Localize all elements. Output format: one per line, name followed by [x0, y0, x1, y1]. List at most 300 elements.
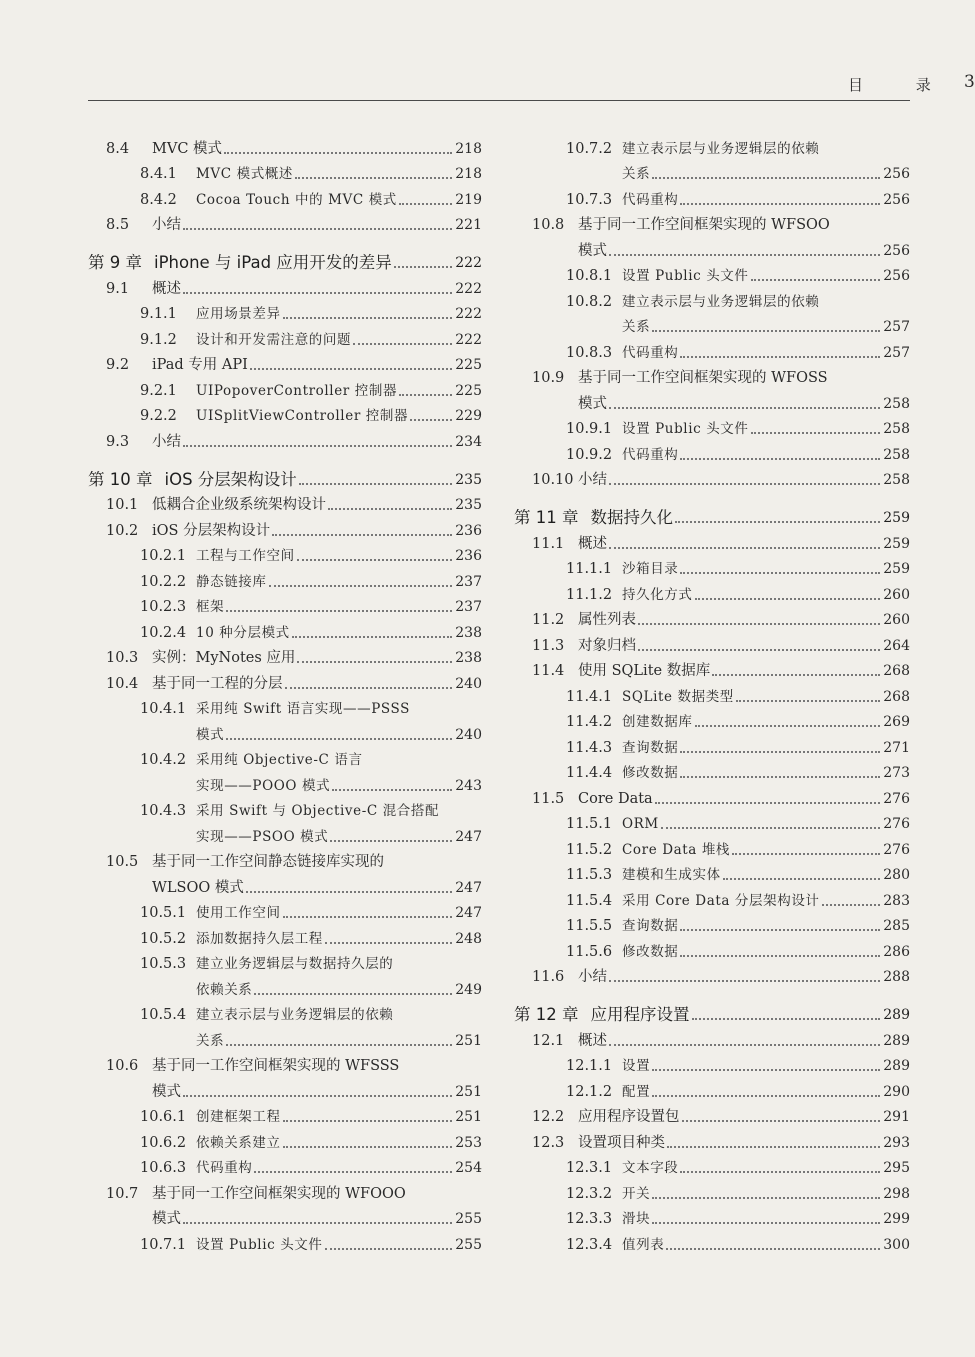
- toc-entry-title: 建立表示层与业务逻辑层的依赖: [622, 293, 820, 310]
- toc-entry-title: UISplitViewController 控制器: [196, 408, 409, 424]
- toc-entry-page: 258: [883, 421, 910, 437]
- dot-leader: [353, 343, 452, 345]
- toc-entry-title: 建立表示层与业务逻辑层的依赖: [622, 140, 820, 157]
- toc-entry-number: 9.2: [106, 357, 130, 373]
- header-title: 目 录: [848, 76, 955, 94]
- toc-entry-number: 10.7.3: [566, 191, 613, 208]
- toc-entry: [88, 1075, 482, 1101]
- toc-entry: [88, 795, 482, 821]
- toc-entry: [514, 234, 910, 260]
- toc-entry-title: 基于同一工程的分层: [152, 675, 283, 692]
- toc-entry-page: 221: [455, 217, 482, 233]
- toc-entry-number: 10.6.2: [140, 1134, 187, 1151]
- toc-entry-number: 11.5: [532, 790, 565, 807]
- toc-entry-title: 建模和生成实体: [622, 867, 721, 883]
- toc-entry-title: 应用场景差异: [196, 306, 281, 322]
- toc-entry-number: 9.2.2: [140, 408, 177, 424]
- toc-entry-page: 240: [455, 675, 482, 692]
- toc-entry: [88, 374, 482, 400]
- dot-leader: [283, 1146, 452, 1148]
- toc-column-left: [88, 132, 482, 1254]
- toc-entry: [514, 1203, 910, 1229]
- toc-entry-number: 10.4.3: [140, 803, 187, 819]
- toc-entry-number: 11.4.3: [566, 739, 613, 756]
- toc-entry-title: MVC 模式概述: [196, 166, 293, 182]
- toc-entry-title: 模式: [578, 395, 607, 412]
- toc-entry-page: 218: [455, 166, 482, 182]
- toc-entry: [514, 731, 910, 757]
- toc-entry: [88, 183, 482, 209]
- toc-entry-title: 创建数据库: [622, 714, 693, 730]
- toc-entry: [514, 1126, 910, 1152]
- toc-entry-number: 8.4.1: [140, 166, 177, 182]
- toc-entry-title: SQLite 数据类型: [622, 688, 734, 705]
- toc-entry-title: 小结: [152, 433, 181, 450]
- toc-entry-title: MVC 模式: [152, 140, 223, 157]
- toc-entry: [88, 667, 482, 693]
- toc-entry-page: 236: [455, 522, 482, 539]
- toc-entry-title: 创建框架工程: [196, 1109, 281, 1125]
- toc-entry: [514, 336, 910, 362]
- dot-leader: [283, 916, 452, 918]
- toc-entry-title: 开关: [622, 1185, 651, 1202]
- dot-leader: [638, 649, 880, 651]
- toc-entry-page: 299: [883, 1211, 910, 1227]
- toc-entry-number: 10.4.1: [140, 701, 187, 717]
- toc-entry: [514, 808, 910, 834]
- toc-entry-title: 10 种分层模式: [196, 624, 290, 641]
- toc-entry-page: 276: [883, 790, 910, 807]
- toc-entry-title: 静态链接库: [196, 573, 267, 590]
- toc-entry-page: 298: [883, 1185, 910, 1202]
- toc-chapter-entry: [88, 240, 482, 272]
- toc-entry: [88, 540, 482, 566]
- toc-entry-title: 概述: [578, 535, 607, 552]
- toc-entry-page: 276: [883, 816, 910, 832]
- toc-entry-number: 12.3.1: [566, 1160, 613, 1176]
- toc-entry: [88, 846, 482, 872]
- toc-entry-page: 237: [455, 573, 482, 590]
- toc-entry: [88, 1126, 482, 1152]
- dot-leader: [272, 534, 452, 536]
- dot-leader: [652, 1095, 880, 1097]
- toc-entry-title: 设计和开发需注意的问题: [196, 331, 352, 348]
- toc-entry-title: 基于同一工作空间框架实现的 WFOOO: [152, 1185, 406, 1202]
- dot-leader: [295, 177, 452, 179]
- toc-entry-number: 8.4.2: [140, 191, 177, 208]
- toc-entry-number: 11.5.6: [566, 943, 613, 960]
- dot-leader: [680, 356, 880, 358]
- toc-entry: [88, 871, 482, 897]
- toc-entry: [514, 935, 910, 961]
- dot-leader: [736, 700, 880, 702]
- toc-entry-page: 268: [883, 688, 910, 705]
- toc-entry-page: 248: [455, 930, 482, 947]
- dot-leader: [183, 445, 452, 447]
- toc-entry-page: 238: [455, 650, 482, 666]
- dot-leader: [399, 203, 452, 205]
- toc-entry-page: 255: [455, 1236, 482, 1253]
- toc-entry-number: 12.3.4: [566, 1236, 613, 1253]
- dot-leader: [667, 1146, 880, 1148]
- dot-leader: [332, 789, 452, 791]
- toc-entry-title: 概述: [152, 280, 181, 297]
- toc-entry-page: 286: [883, 943, 910, 960]
- toc-entry-page: 268: [883, 663, 910, 679]
- toc-entry-number: 11.1.1: [566, 561, 613, 577]
- toc-entry-page: 283: [883, 892, 910, 909]
- dot-leader: [410, 419, 452, 421]
- header-page-number: 3: [964, 72, 975, 92]
- toc-entry-number: 10.7.1: [140, 1236, 187, 1253]
- toc-entry: [514, 132, 910, 158]
- dot-leader: [680, 751, 880, 753]
- dot-leader: [695, 725, 881, 727]
- toc-entry-title: 模式: [578, 242, 607, 259]
- toc-entry: [514, 782, 910, 808]
- toc-chapter-entry: [514, 992, 910, 1024]
- toc-entry-title: 模式: [196, 726, 225, 743]
- toc-entry-number: 11.5.2: [566, 841, 613, 858]
- toc-chapter-entry: [88, 457, 482, 489]
- dot-leader: [675, 521, 880, 523]
- dot-leader: [680, 776, 880, 778]
- toc-entry-page: 219: [455, 191, 482, 208]
- dot-leader: [638, 623, 880, 625]
- toc-entry: [514, 387, 910, 413]
- toc-entry: [514, 706, 910, 732]
- toc-entry: [88, 642, 482, 668]
- toc-entry: [514, 655, 910, 681]
- running-header: [88, 66, 975, 101]
- toc-entry: [514, 578, 910, 604]
- dot-leader: [680, 458, 880, 460]
- toc-entry-number: 11.3: [532, 637, 565, 654]
- toc-entry: [514, 1024, 910, 1050]
- toc-entry: [88, 693, 482, 719]
- toc-entry-number: 11.5.4: [566, 892, 613, 909]
- toc-entry: [88, 425, 482, 451]
- dot-leader: [680, 929, 880, 931]
- dot-leader: [609, 980, 880, 982]
- toc-entry-title: 采用 Swift 与 Objective-C 混合搭配: [196, 803, 440, 819]
- toc-entry-title: 代码重构: [622, 191, 679, 208]
- toc-entry-title: 使用工作空间: [196, 905, 281, 921]
- dot-leader: [183, 228, 452, 230]
- toc-entry-title: 沙箱目录: [622, 561, 679, 577]
- dot-leader: [666, 1248, 880, 1250]
- toc-entry-number: 10.2.4: [140, 624, 187, 641]
- toc-entry-page: 235: [455, 497, 482, 513]
- toc-entry: [88, 973, 482, 999]
- toc-entry-page: 291: [883, 1109, 910, 1125]
- toc-entry: [514, 910, 910, 936]
- toc-entry: [88, 132, 482, 158]
- toc-entry-number: 10.5: [106, 854, 139, 870]
- dot-leader: [652, 1222, 880, 1224]
- toc-entry-number: 11.5.1: [566, 816, 613, 832]
- toc-entry-title: iPad 专用 API: [152, 357, 248, 373]
- toc-entry-title: Core Data 堆栈: [622, 841, 731, 858]
- toc-entry: [88, 565, 482, 591]
- toc-entry-number: 11.4.1: [566, 688, 613, 705]
- toc-entry-number: 11.4: [532, 663, 565, 679]
- toc-entry-page: 240: [455, 726, 482, 743]
- toc-entry-title: 修改数据: [622, 765, 679, 781]
- toc-entry: [514, 553, 910, 579]
- dot-leader: [224, 152, 452, 154]
- toc-entry-title: 对象归档: [578, 637, 636, 654]
- toc-entry-title: 概述: [578, 1032, 607, 1049]
- toc-entry: [514, 680, 910, 706]
- dot-leader: [325, 1248, 453, 1250]
- toc-entry-number: 10.8.2: [566, 293, 613, 310]
- toc-entry-page: 247: [455, 828, 482, 845]
- toc-entry-title: iPhone 与 iPad 应用开发的差异: [154, 253, 392, 272]
- toc-entry: [88, 1203, 482, 1229]
- toc-entry: [514, 158, 910, 184]
- toc-entry: [88, 298, 482, 324]
- toc-entry: [514, 260, 910, 286]
- toc-entry-page: 229: [455, 408, 482, 424]
- toc-entry-page: 243: [455, 777, 482, 794]
- dot-leader: [226, 1044, 452, 1046]
- toc-entry: [514, 464, 910, 490]
- toc-entry: [514, 859, 910, 885]
- dot-leader: [652, 330, 880, 332]
- toc-entry-title: 模式: [152, 1083, 181, 1100]
- toc-entry-number: 9.1: [106, 280, 130, 297]
- toc-entry-title: 添加数据持久层工程: [196, 930, 323, 947]
- dot-leader: [246, 891, 452, 893]
- toc-entry: [88, 1228, 482, 1254]
- toc-entry: [514, 183, 910, 209]
- toc-entry: [88, 718, 482, 744]
- toc-entry-title: 配置: [622, 1083, 651, 1100]
- toc-entry-title: 基于同一工作空间框架实现的 WFSSS: [152, 1058, 400, 1074]
- toc-entry-number: 10.9.1: [566, 421, 613, 437]
- toc-entry-page: 251: [455, 1032, 482, 1049]
- toc-entry-title: 属性列表: [578, 612, 636, 628]
- toc-entry-number: 9.1.2: [140, 331, 177, 348]
- dot-leader: [680, 572, 880, 574]
- toc-entry-page: 222: [455, 255, 482, 271]
- dot-leader: [609, 407, 880, 409]
- toc-entry-page: 264: [883, 637, 910, 654]
- toc-entry-number: 10.8.1: [566, 268, 613, 284]
- toc-entry-number: 11.1.2: [566, 586, 613, 603]
- toc-entry-title: 设置 Public 头文件: [622, 268, 749, 284]
- toc-entry-number: 10.6.1: [140, 1109, 187, 1125]
- toc-entry-page: 222: [455, 306, 482, 322]
- toc-entry: [88, 769, 482, 795]
- dot-leader: [183, 1095, 452, 1097]
- toc-entry: [88, 897, 482, 923]
- toc-entry: [88, 591, 482, 617]
- toc-entry: [514, 413, 910, 439]
- toc-entry-number: 10.4.2: [140, 752, 187, 768]
- toc-entry-page: 256: [883, 268, 910, 284]
- toc-entry-title: 文本字段: [622, 1160, 679, 1176]
- toc-entry-title: 应用程序设置: [590, 1005, 690, 1024]
- toc-entry-page: 256: [883, 166, 910, 182]
- toc-entry-page: 257: [883, 319, 910, 335]
- toc-entry-page: 285: [883, 918, 910, 934]
- toc-entry-title: 采用 Core Data 分层架构设计: [622, 892, 820, 909]
- toc-entry-page: 276: [883, 841, 910, 858]
- dot-leader: [609, 547, 880, 549]
- dot-leader: [297, 661, 452, 663]
- toc-entry-page: 251: [455, 1109, 482, 1125]
- toc-entry-title: 基于同一工作空间框架实现的 WFOSS: [578, 370, 828, 386]
- toc-entry-page: 295: [883, 1160, 910, 1176]
- toc-entry-page: 222: [455, 331, 482, 348]
- toc-entry-number: 10.3: [106, 650, 139, 666]
- toc-entry-number: 8.5: [106, 217, 130, 233]
- toc-entry-title: 值列表: [622, 1236, 665, 1253]
- toc-entry-page: 289: [883, 1058, 910, 1074]
- toc-entry-number: 11.5.3: [566, 867, 613, 883]
- dot-leader: [682, 1120, 881, 1122]
- dot-leader: [655, 802, 880, 804]
- toc-entry-number: 11.1: [532, 535, 565, 552]
- toc-entry-title: Cocoa Touch 中的 MVC 模式: [196, 191, 397, 208]
- toc-entry-title: 滑块: [622, 1211, 651, 1227]
- toc-entry-title: 小结: [578, 472, 607, 488]
- toc-entry-number: 11.5.5: [566, 918, 613, 934]
- toc-entry-page: 259: [883, 535, 910, 552]
- toc-entry-title: 关系: [622, 319, 651, 335]
- toc-entry-page: 222: [455, 280, 482, 297]
- toc-entry-title: 模式: [152, 1211, 181, 1227]
- dot-leader: [652, 1069, 880, 1071]
- dot-leader: [269, 585, 453, 587]
- toc-entry-page: 260: [883, 586, 910, 603]
- dot-leader: [183, 1222, 452, 1224]
- toc-entry: [88, 922, 482, 948]
- toc-entry-number: 10.2.1: [140, 548, 187, 564]
- toc-entry-page: 236: [455, 548, 482, 564]
- toc-entry: [88, 349, 482, 375]
- toc-entry-number: 12.3: [532, 1134, 565, 1151]
- dot-leader: [297, 559, 452, 561]
- toc-entry-number: 10.8.3: [566, 344, 613, 361]
- toc-entry: [88, 999, 482, 1025]
- dot-leader: [226, 738, 452, 740]
- toc-entry-page: 258: [883, 472, 910, 488]
- dot-leader: [285, 687, 453, 689]
- toc-entry-title: UIPopoverController 控制器: [196, 382, 398, 399]
- dot-leader: [695, 598, 881, 600]
- toc-entry-page: 235: [455, 471, 482, 488]
- toc-entry-title: 依赖关系建立: [196, 1134, 281, 1151]
- dot-leader: [254, 1171, 452, 1173]
- dot-leader: [250, 368, 452, 370]
- dot-leader: [723, 878, 880, 880]
- toc-entry: [514, 527, 910, 553]
- dot-leader: [652, 177, 880, 179]
- toc-entry-number: 10.7: [106, 1185, 139, 1202]
- toc-entry: [88, 514, 482, 540]
- toc-entry-title: 基于同一工作空间静态链接库实现的: [152, 854, 384, 870]
- toc-entry-title: 查询数据: [622, 739, 679, 756]
- toc-entry-number: 10.7.2: [566, 140, 613, 157]
- toc-entry: [88, 1101, 482, 1127]
- dot-leader: [609, 483, 880, 485]
- toc-entry-number: 9.2.1: [140, 382, 177, 399]
- toc-entry-title: 低耦合企业级系统架构设计: [152, 497, 326, 513]
- toc-entry-number: 10.9.2: [566, 446, 613, 463]
- toc-entry-page: 256: [883, 242, 910, 259]
- toc-entry-number: 11.2: [532, 612, 565, 628]
- toc-entry-title: 实现——POOO 模式: [196, 777, 331, 794]
- toc-entry-number: 8.4: [106, 140, 130, 157]
- dot-leader: [328, 508, 452, 510]
- toc-entry: [88, 744, 482, 770]
- toc-entry: [514, 285, 910, 311]
- toc-entry: [514, 209, 910, 235]
- toc-entry: [88, 616, 482, 642]
- toc-entry-page: 255: [455, 1211, 482, 1227]
- dot-leader: [183, 292, 452, 294]
- toc-entry-number: 第 11 章: [514, 508, 579, 527]
- toc-entry-number: 12.1.2: [566, 1083, 613, 1100]
- toc-entry-number: 10.6: [106, 1058, 139, 1074]
- toc-entry: [514, 757, 910, 783]
- toc-entry-page: 258: [883, 446, 910, 463]
- toc-entry-title: 修改数据: [622, 943, 679, 960]
- dot-leader: [283, 1120, 452, 1122]
- dot-leader: [254, 993, 452, 995]
- toc-entry-number: 第 12 章: [514, 1005, 579, 1024]
- toc-entry-title: WLSOO 模式: [152, 879, 244, 896]
- toc-entry-title: 设置项目种类: [578, 1134, 665, 1151]
- toc-entry: [514, 1075, 910, 1101]
- dot-leader: [732, 853, 880, 855]
- toc-entry-title: iOS 分层架构设计: [152, 522, 271, 539]
- toc-entry-page: 234: [455, 433, 482, 450]
- toc-entry: [88, 272, 482, 298]
- dot-leader: [330, 840, 452, 842]
- toc-entry: [514, 1050, 910, 1076]
- toc-entry-title: 关系: [622, 166, 651, 182]
- toc-entry-number: 12.3.3: [566, 1211, 613, 1227]
- toc-entry-number: 10.6.3: [140, 1160, 187, 1176]
- dot-leader: [822, 904, 880, 906]
- dot-leader: [609, 254, 880, 256]
- toc-entry-title: 框架: [196, 599, 225, 615]
- toc-chapter-entry: [514, 495, 910, 527]
- toc-entry-title: 小结: [152, 217, 181, 233]
- toc-entry-page: 251: [455, 1083, 482, 1100]
- toc-entry-number: 11.4.4: [566, 765, 613, 781]
- toc-entry-page: 289: [883, 1032, 910, 1049]
- dot-leader: [712, 674, 880, 676]
- toc-entry-title: 代码重构: [196, 1160, 253, 1176]
- toc-entry: [514, 1101, 910, 1127]
- toc-entry-page: 237: [455, 599, 482, 615]
- toc-entry-number: 11.4.2: [566, 714, 613, 730]
- toc-entry-page: 254: [455, 1160, 482, 1176]
- toc-entry: [514, 1152, 910, 1178]
- toc-entry-number: 10.9: [532, 370, 565, 386]
- toc-entry-number: 10.5.3: [140, 956, 187, 972]
- toc-entry-number: 12.3.2: [566, 1185, 613, 1202]
- toc-entry-page: 253: [455, 1134, 482, 1151]
- dot-leader: [609, 1044, 880, 1046]
- toc-entry-title: 数据持久化: [590, 508, 673, 527]
- toc-entry-number: 12.1.1: [566, 1058, 613, 1074]
